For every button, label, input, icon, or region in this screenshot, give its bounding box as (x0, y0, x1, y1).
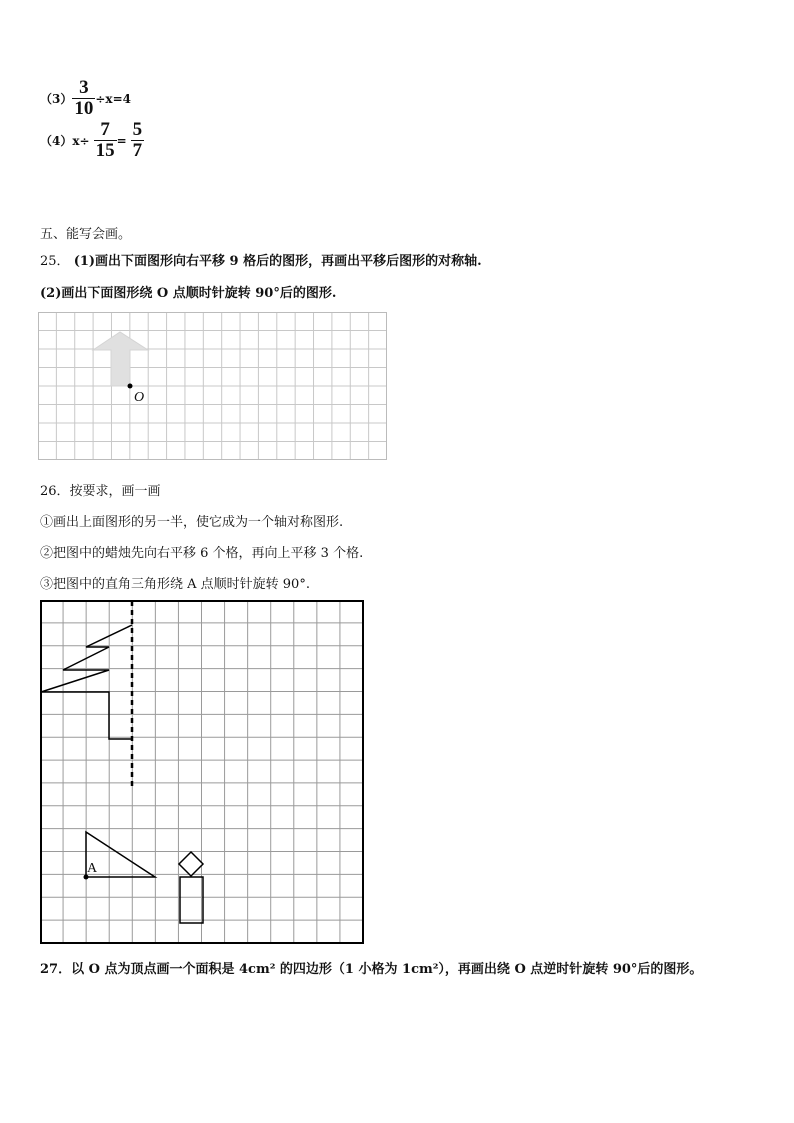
equation-3-rest: ÷x=4 (95, 91, 131, 106)
section-title: 五、能写会画。 (40, 227, 132, 242)
fraction-3-10 (72, 78, 95, 119)
grid-lines (40, 600, 363, 943)
equation-3-label: （3） (40, 92, 73, 106)
fraction-5-7 (131, 120, 145, 161)
equals-sign: = (116, 133, 127, 148)
grid-figure-26 (40, 600, 366, 946)
fraction-denominator: 10 (74, 98, 94, 119)
question-number: 25． (40, 254, 70, 269)
fraction-numerator: 5 (132, 119, 143, 140)
question-text: (1)画出下面图形向右平移 9 格后的图形，再画出平移后图形的对称轴. (73, 254, 482, 269)
arrow-shape (93, 332, 148, 386)
question-26-title: 26．按要求，画一画 (40, 484, 161, 499)
question-25-part2: (2)画出下面图形绕 O 点顺时针旋转 90°后的图形. (40, 286, 337, 301)
equation-4-label: （4）x÷ (40, 134, 90, 148)
fraction-numerator: 3 (79, 77, 89, 98)
point-a-label: A (87, 861, 98, 876)
point-o-label: O (134, 390, 145, 405)
equation-4 (40, 120, 144, 161)
fraction-denominator: 7 (132, 140, 143, 161)
question-26-item-1: ①画出上面图形的另一半，使它成为一个轴对称图形. (40, 515, 344, 530)
candle-body (180, 877, 203, 923)
point-o (128, 384, 133, 389)
question-27: 27．以 O 点为顶点画一个面积是 4cm² 的四边形（1 小格为 1cm²），再画出绕 O 点逆时针旋转 90°后的图形。 (40, 962, 703, 977)
fraction-numerator: 7 (100, 119, 110, 140)
equation-3 (40, 78, 131, 119)
fraction-7-15 (94, 120, 117, 161)
grid-figure-25 (38, 312, 388, 462)
question-26-item-2: ②把图中的蜡烛先向右平移 6 个格，再向上平移 3 个格. (40, 546, 364, 561)
fraction-denominator: 15 (95, 140, 115, 161)
grid-lines (38, 312, 387, 460)
candle-flame (179, 852, 203, 876)
question-25-part1 (40, 250, 482, 269)
question-26-item-3: ③把图中的直角三角形绕 A 点顺时针旋转 90°. (40, 577, 310, 592)
